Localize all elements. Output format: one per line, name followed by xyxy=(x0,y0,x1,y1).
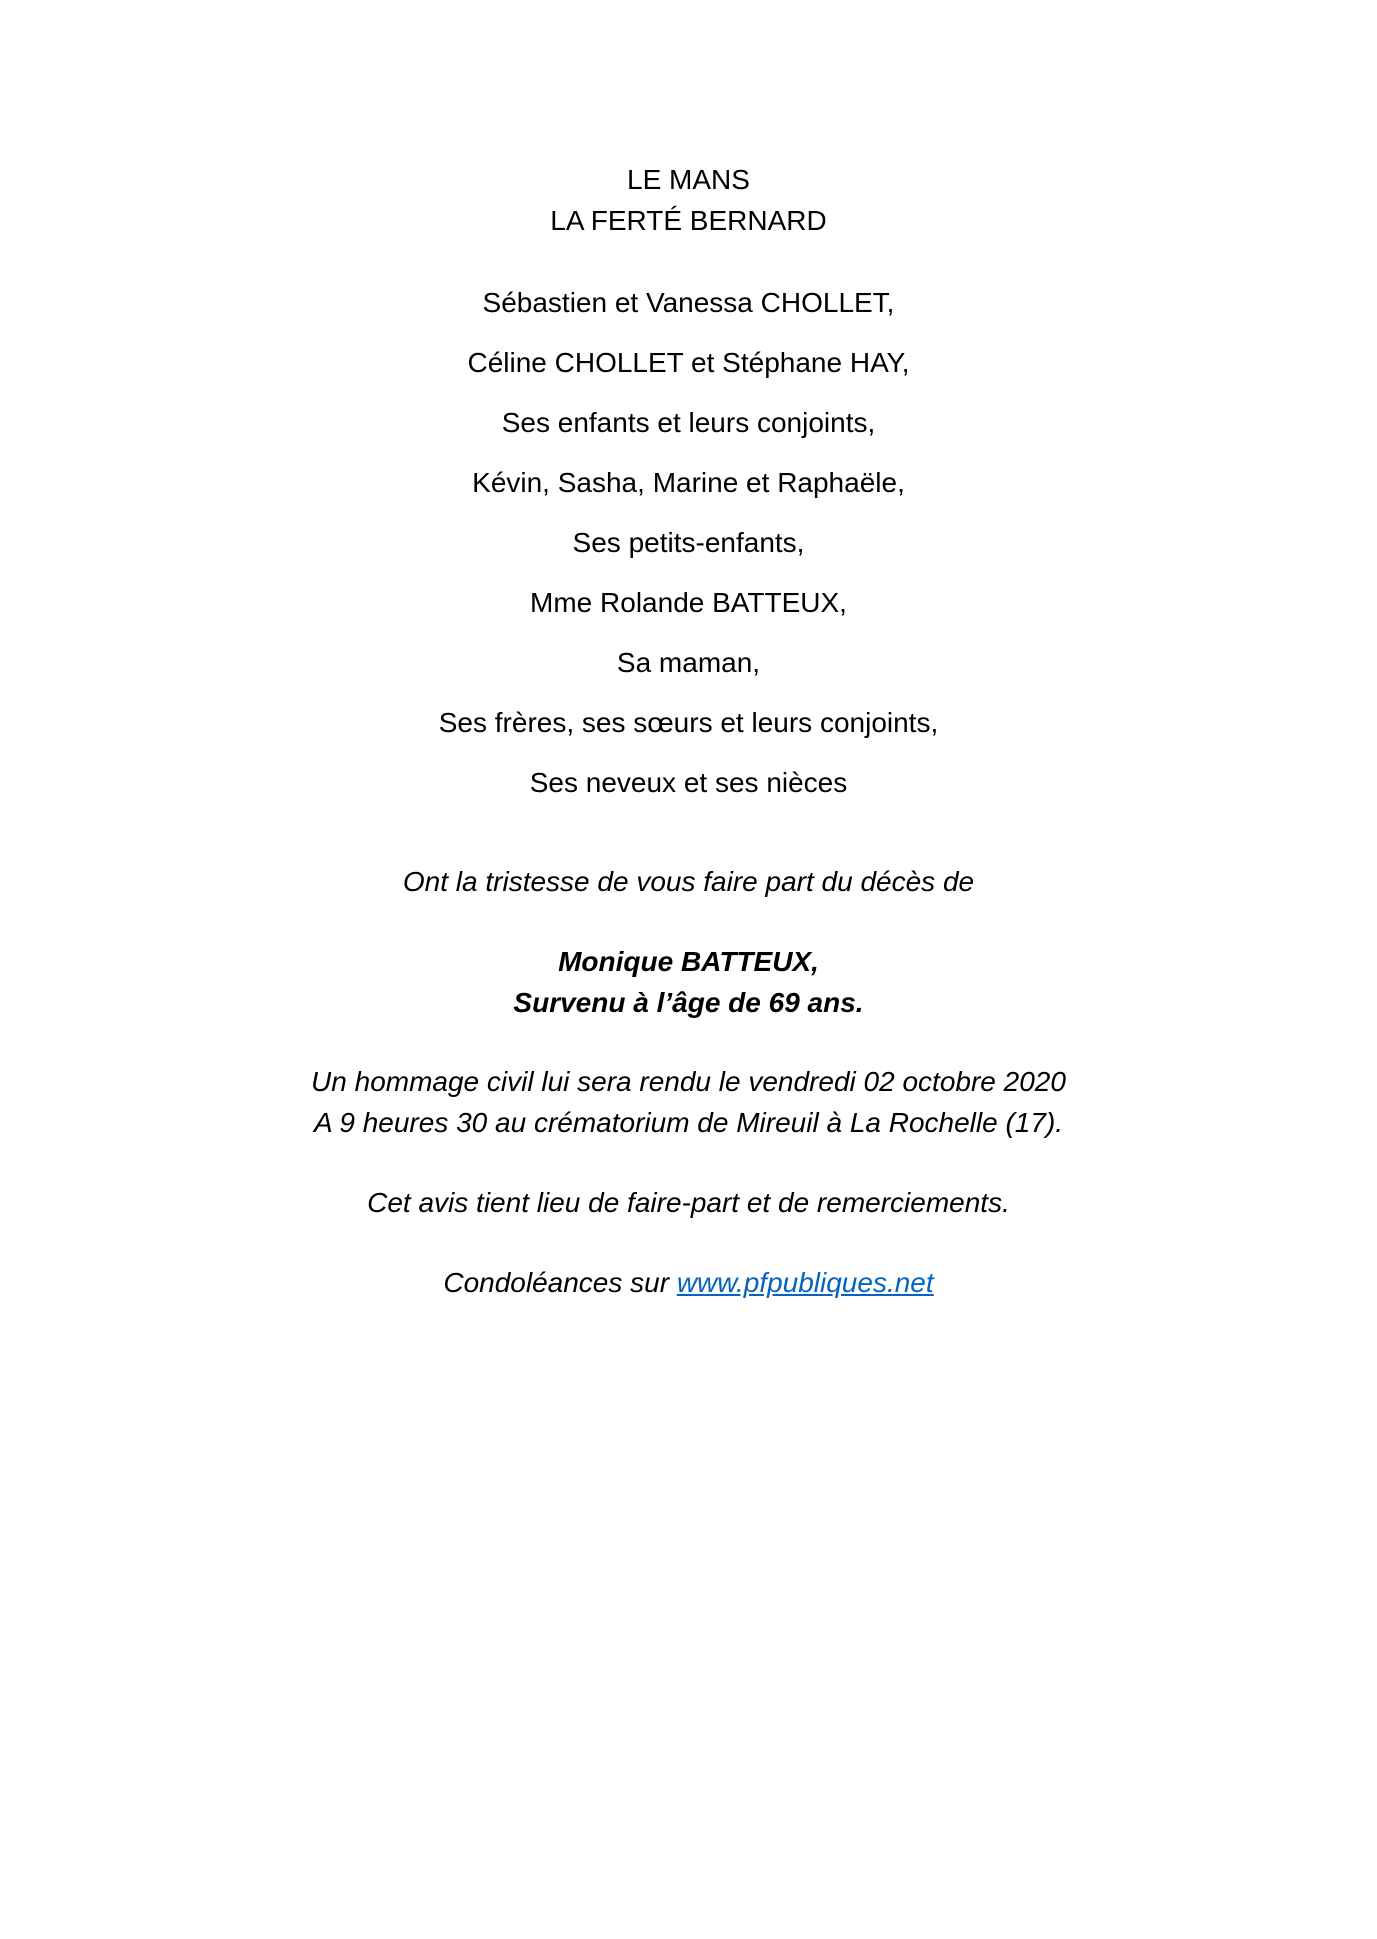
deceased-name: Monique BATTEUX, xyxy=(558,946,819,977)
deceased-age: Survenu à l’âge de 69 ans. xyxy=(513,987,864,1018)
condolences-line xyxy=(0,1265,1377,1301)
family-line: Ses frères, ses sœurs et leurs conjoints, xyxy=(438,707,939,738)
condolences-link[interactable]: www.pfpubliques.net xyxy=(676,1267,934,1298)
location-le-mans: LE MANS xyxy=(627,164,750,195)
family-line: Ses neveux et ses nièces xyxy=(529,767,848,798)
family-line: Sébastien et Vanessa CHOLLET, xyxy=(482,287,895,318)
family-line: Ses enfants et leurs conjoints, xyxy=(501,407,876,438)
notice-text: Cet avis tient lieu de faire-part et de remerciements. xyxy=(367,1187,1010,1218)
ceremony-place: A 9 heures 30 au crématorium de Mireuil à La Rochelle (17). xyxy=(313,1107,1064,1138)
family-line: Ses petits-enfants, xyxy=(572,527,805,558)
family-line: Céline CHOLLET et Stéphane HAY, xyxy=(467,347,910,378)
ceremony-date: Un hommage civil lui sera rendu le vendredi 02 octobre 2020 xyxy=(311,1066,1066,1097)
family-line: Kévin, Sasha, Marine et Raphaële, xyxy=(472,467,905,498)
announcement-text: Ont la tristesse de vous faire part du décès de xyxy=(402,866,975,897)
family-line: Mme Rolande BATTEUX, xyxy=(530,587,847,618)
family-line: Sa maman, xyxy=(616,647,761,678)
condolences-prefix: Condoléances sur xyxy=(443,1267,677,1298)
location-la-ferte-bernard: LA FERTÉ BERNARD xyxy=(550,205,827,236)
